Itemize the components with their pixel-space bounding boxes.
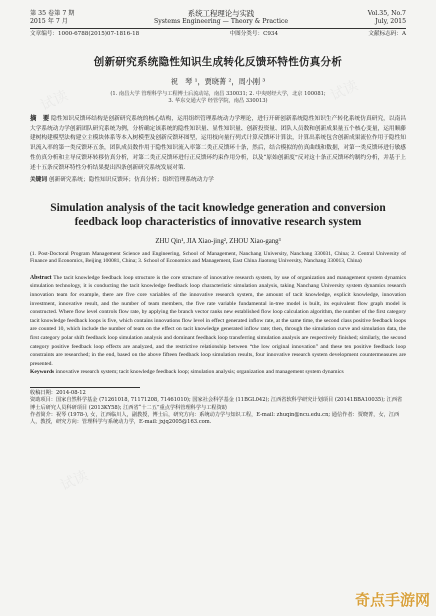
ghost-watermark-3: 试读 <box>198 327 231 355</box>
ghost-watermark-4: 试读 <box>58 467 91 495</box>
header-rule <box>30 28 406 29</box>
english-abstract-text: The tacit knowledge feedback loop structure is the core structure of innovative research system, by use of organization and management system dynamics simulation technology, it is conducting the tacit knowledge feedback loop characteristic simulation analysis, taking Nanchang University system dynamics research innovation team for example, there are five core variables of the innovative research system, the amount of tacit knowledge, explicit knowledge, innovation investment, innovative result, and the number of team members, the five rate variable fundamental in-tree model is built, its equivalent flow graph model is constructed. Where flow level controls flow rate, by applying the branch vector ranks new established flow loop calculation algorithm, the number of the first category tacit knowledge feedback loops is five, which contains innovations flow level in effect generated inflow rate, at the same time, the second class positive feedback loops are counted 10, which include the number of team on the effect on tacit knowledge generated inflow rate; then, through the simulation curve and simulation data, the first category polar shift feedback loop simulation analysis and dominant feedback loop transferring simulation analysis are respectively finished; similarly, the second category positive feedback loop effects are analyzed, and the restrictive relationship between “the low original innovation” and these ten positive feedback loop constraints are researched; in the end, based on the above fifteen feedback loop simulation results, four innovative research system development countermeasures are presented. <box>30 274 406 367</box>
english-abstract <box>30 274 406 369</box>
author-bio: 作者简介：祝琴 (1978-), 女，江西临川人，副教授，博士后，研究方向：系统动力学与知识工程，E-mail: zhuqin@ncu.edu.cn; 通信作者：贾晓菁，女，江西人，教授，研究方向：管理科学与系统动力学，E-mail: jxjq2005@163.com. <box>30 411 400 426</box>
document-code: 文献标志码：A <box>368 31 406 37</box>
funding-info: 资助项目：国家自然科学基金 (71261018, 71171208, 71461010); 国家社会科学基金 (11BGL042); 江西省软科学研究计划项目 (20141BBA10035); 江西省博士后研究人员科研项目 (2013KY58); 江西省“十二五”重点学科管理科学与工程资助 <box>30 397 403 411</box>
running-header <box>30 10 406 26</box>
chinese-abstract-label: 摘 要 <box>30 113 50 122</box>
ghost-watermark-1: 试读 <box>38 87 71 115</box>
issue-info: 第 35 卷第 7 期 2015 年 7 月 <box>30 10 75 25</box>
chinese-keywords-label: 关键词 <box>30 176 48 183</box>
english-title: Simulation analysis of the tacit knowledge generation and conversion feedback loop characteristics of innovative research system <box>50 201 386 228</box>
english-keywords-label: Keywords <box>30 369 55 376</box>
clc-number: 中图分类号：C934 <box>229 31 279 37</box>
article-number: 文章编号：1000-6788(2015)07-1816-18 <box>30 31 140 37</box>
footnotes <box>30 390 406 427</box>
chinese-abstract-text: 隐性知识反馈环结构是创新研究系统的核心结构，运用组织管理系统动力学理论，进行开研创新系统隐性知识生产转化系统仿真研究，以南昌大学系统动力学创新团队研究系统为例，分析确定该系统的隐性知识量、显性知识量、创新投资量、团队人员数和创新成果量五个核心变量，运用顺藤建树构建模型法构建立主模块体系等本入树模型及创新反馈环图型，运用枝向量行列式计算反馈环计算法，计算出系统包含创新成果流位作用于隐性知识流入率的第一类反馈环五条，团队成员数作用于隐性知识流入率第二类正反馈环十条，然后，结合模拟的仿真曲线和数据，对第一类反馈环进行敏感性仿真分析和主导反馈环转移仿真分析，对第二类正反馈环进行正反馈环约束作用分析，以及“原始创新度”反对这十条正反馈环约制约分析，并基于上述十五条反馈环特性分析结果提出四条创新研究系统发展对策． <box>30 115 407 171</box>
chinese-authors: 祝 琴 ¹，贾晓菁 ²，周小刚 ³ <box>170 77 266 86</box>
chinese-abstract <box>30 114 406 174</box>
volume-info: Vol.35, No.7 July, 2015 <box>367 10 406 25</box>
chinese-affiliations: (1. 南昌大学 管理科学与工程博士后流动站，南昌 330031; 2. 中央财经大学，北京 100081; 3. 华东交通大学 经管学院，南昌 330013) <box>110 91 326 105</box>
english-keywords-text: innovative research system; tacit knowledge feedback loop; simulation analysis; organization and management system dynamics <box>55 369 344 376</box>
footnote-rule <box>30 387 140 388</box>
chinese-keywords <box>30 176 406 185</box>
received-date: 收稿日期：2014-08-12 <box>30 389 86 396</box>
ghost-watermark-2: 试读 <box>328 77 361 105</box>
english-authors: ZHU Qin¹, JIA Xiao-jing², ZHOU Xiao-gang³ <box>155 237 281 245</box>
site-watermark-logo: 奇点手游网 <box>354 591 430 609</box>
chinese-title: 创新研究系统隐性知识生成转化反馈环特性仿真分析 <box>93 56 343 68</box>
journal-name: 系统工程理论与实践 Systems Engineering — Theory & Practice <box>154 9 289 25</box>
english-abstract-label: Abstract <box>30 274 52 281</box>
chinese-keywords-text: 创新研究系统；隐性知识反馈环；仿真分析；组织管理系统动力学 <box>48 176 214 183</box>
english-affiliations: (1. Post-Doctoral Program Management Science and Engineering, School of Management, Nanchang University, Nanchang 330031, China; 2. Central University of Finance and Economics, Beijing 100081, China; 3. School of Economics and Management, East China Jiaotong University, Nanchang 330013, China) <box>30 250 406 265</box>
english-keywords <box>30 368 406 376</box>
article-meta <box>30 30 406 38</box>
